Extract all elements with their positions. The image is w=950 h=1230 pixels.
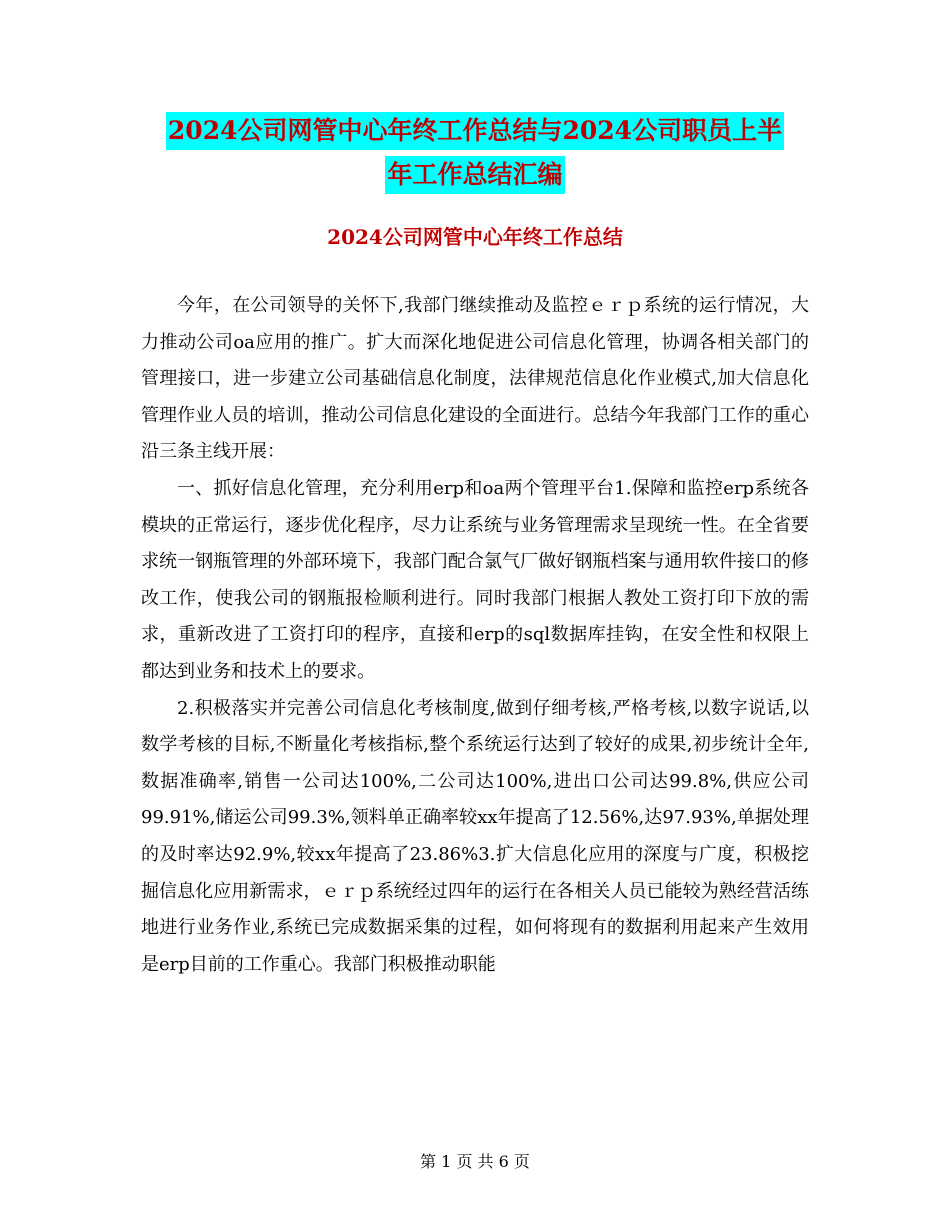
document-title-line-2: 年工作总结汇编 (385, 156, 564, 194)
document-body (141, 288, 809, 983)
section-title: 2024公司网管中心年终工作总结 (327, 225, 623, 249)
paragraph: 今年，在公司领导的关怀下,我部门继续推动及监控ｅｒｐ系统的运行情况，大力推动公司oa应用的推广。扩大而深化地促进公司信息化管理，协调各相关部门的管理接口，进一步建立公司基础信息化制度，法律规范信息化作业模式,加大信息化管理作业人员的培训，推动公司信息化建设的全面进行。总结今年我部门工作的重心沿三条主线开展： (141, 295, 809, 463)
document-title (0, 112, 950, 200)
paragraph: 一、抓好信息化管理，充分利用erp和oa两个管理平台1.保障和监控erp系统各模块的正常运行，逐步优化程序，尽力让系统与业务管理需求呈现统一性。在全省要求统一钢瓶管理的外部环境下，我部门配合氯气厂做好钢瓶档案与通用软件接口的修改工作，使我公司的钢瓶报检顺利进行。同时我部门根据人教处工资打印下放的需求，重新改进了工资打印的程序，直接和erp的sql数据库挂钩，在安全性和权限上都达到业务和技术上的要求。 (141, 477, 809, 682)
document-title-line-1: 2024公司网管中心年终工作总结与2024公司职员上半 (166, 112, 784, 150)
paragraph: 2.积极落实并完善公司信息化考核制度,做到仔细考核,严格考核,以数字说话,以数学考核的目标,不断量化考核指标,整个系统运行达到了较好的成果,初步统计全年,数据准确率,销售一公司达100%,二公司达100%,进出口公司达99.8%,供应公司99.91%,储运公司99.3%,领料单正确率较xx年提高了12.56%,达97.93%,单据处理的及时率达92.9%,较xx年提高了23.86%3.扩大信息化应用的深度与广度，积极挖掘信息化应用新需求，ｅｒｐ系统经过四年的运行在各相关人员已能较为熟经营活练地进行业务作业,系统已完成数据采集的过程，如何将现有的数据利用起来产生效用是erp目前的工作重心。我部门积极推动职能 (141, 697, 809, 975)
page-footer: 第 1 页 共 6 页 (420, 1152, 530, 1171)
